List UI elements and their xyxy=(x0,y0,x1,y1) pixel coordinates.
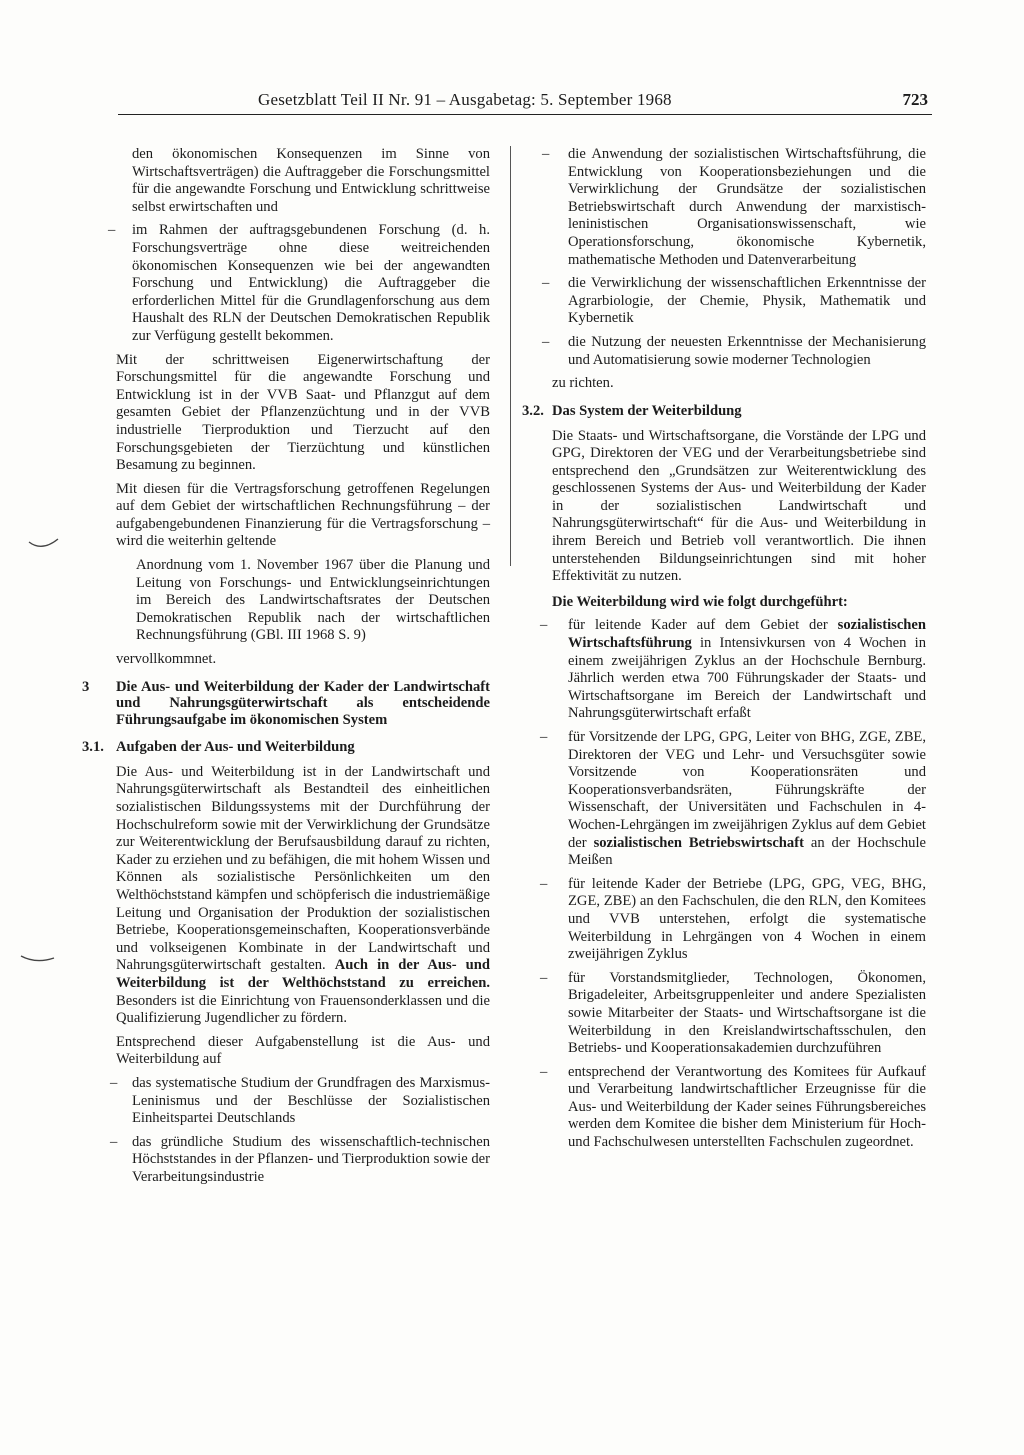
dash-bullet: – xyxy=(540,1063,548,1080)
dash-bullet: – xyxy=(540,969,548,986)
list-item-text: in Intensivkursen von 4 Wochen in einem zweijährigen Zyklus an der Hochschule Bernburg. Jährlich werden etwa 700 Führungskader der Staats- und Wirtschaftsorgane im Bereich der Landwirtschaft und Nahrungsgüterwirtschaft erfaßt xyxy=(568,635,926,722)
dash-bullet: – xyxy=(110,1133,118,1150)
list-item xyxy=(108,222,490,345)
list-item-text: die Nutzung der neuesten Erkenntnisse der Mechanisierung und Automatisierung sowie moderner Technologien xyxy=(568,333,926,368)
list-item-text: das gründliche Studium des wissenschaftlich-technischen Höchststandes in der Pflanzen- und Tierproduktion sowie der Verarbeitungsindustrie xyxy=(132,1133,490,1185)
section-number: 3 xyxy=(82,678,90,695)
paragraph xyxy=(116,764,490,1028)
list-item-text: für leitende Kader der Betriebe (LPG, GPG, VEG, BHG, ZGE, ZBE) an den Fachschulen, die den RLN, den Komitees und VVB unterstehen, erfolgt die systematische Weiterbildung in Lehrgängen von 4 Wochen in einem zweijährigen Zyklus xyxy=(568,875,926,963)
section-title: Aufgaben der Aus- und Weiterbildung xyxy=(116,739,355,756)
paragraph: vervollkommnet. xyxy=(116,651,217,668)
list-item-bold-text: sozialistischen Betriebswirtschaft xyxy=(593,834,804,851)
paragraph: Entsprechend dieser Aufgabenstellung ist die Aus- und Weiterbildung auf xyxy=(116,1033,490,1068)
list-item xyxy=(542,146,926,269)
left-column xyxy=(82,146,490,1192)
list-item-text: für leitende Kader auf dem Gebiet der xyxy=(568,617,828,634)
paragraph: Mit diesen für die Vertragsforschung getroffenen Regelungen auf dem Gebiet der wirtschaftlichen Rechnungsführung – der aufgabengebundenen Finanzierung für die Vertragsforschung – wird die weiterhin geltende xyxy=(116,480,490,550)
list-item-text: für Vorsitzende der LPG, GPG, Leiter von BHG, ZGE, ZBE, Direktoren der VEG und Lehr- und Versuchsgüter sowie Vorsitzende von Kooperationsräten und Kooperationsverbandsräten, Führungskräfte der Wissenschaft, der Universitäten und Fachschulen in 4-Wochen-Lehrgängen im zweijährigen Zyklus auf dem Gebiet der xyxy=(568,729,926,851)
dash-bullet: – xyxy=(110,1074,118,1091)
paragraph: Die Staats- und Wirtschaftsorgane, die Vorstände der LPG und GPG, Direktoren der VEG und der Verarbeitungsbetriebe sind entsprechend den „Grundsätzen zur Weiterentwicklung des geschlossenen Systems der Aus- und Weiterbildung der Kader in der sozialistischen Landwirtschaft und Nahrungsgüterwirtschaft“ für die Aus- und Weiterbildung in ihrem Bereich und Betrieb voll verantwortlich. Die ihnen unterstehenden Bildungseinrichtungen sind mit hoher Effektivität zu nutzen. xyxy=(552,427,926,585)
section-number: 3.2. xyxy=(522,402,544,419)
list-item-text: das systematische Studium der Grundfragen des Marxismus-Leninismus und der Beschlüsse der Sozialistischen Einheitspartei Deutschlands xyxy=(132,1074,490,1127)
right-column xyxy=(522,146,927,1158)
list-item xyxy=(542,333,926,369)
list-item xyxy=(110,1074,490,1128)
list-item xyxy=(540,729,926,870)
dash-bullet: – xyxy=(540,617,548,634)
section-heading xyxy=(82,678,490,729)
bold-intro: Die Weiterbildung wird wie folgt durchgeführt: xyxy=(552,593,848,610)
page-header xyxy=(118,84,932,115)
list-item xyxy=(540,969,926,1058)
section-heading xyxy=(82,739,490,756)
list-item-text: im Rahmen der auftragsgebundenen Forschung (d. h. Forschungsverträge ohne diese weitreichenden ökonomischen Konsequenzen wie bei der angewandten Forschung und Entwicklung) die Auftraggeber die erforderlichen Mittel für die Grundlagenforschung aus dem Haushalt des RLN der Deutschen Demokratischen Republik zur Verfügung gestellt bekommen. xyxy=(132,222,490,344)
paragraph-text: Die Aus- und Weiterbildung ist in der Landwirtschaft und Nahrungsgüterwirtschaft als Bestandteil des einheitlichen sozialistischen Bildungssystems mit der Durchführung der Hochschulreform sowie mit der Verwirklichung der Grundsätze zur Weiterentwicklung der Berufsausbildung darauf zu richten, Kader zu erziehen und zu befähigen, die mit hohem Wissen und Können als sozialistische Persönlichkeiten um den Welthöchststand kämpfen und schöpferisch die industriemäßige Leitung und Organisation der Produktion der sozialistischen Betriebe, Kooperationsgemeinschaften, Kooperationsverbände und volkseigenen Kombinate in der Landwirtschaft und Nahrungsgüterwirtschaft gestalten. xyxy=(116,763,490,974)
page-number: 723 xyxy=(902,90,928,109)
margin-mark-1 xyxy=(26,536,62,556)
section-number: 3.1. xyxy=(82,739,104,756)
list-item xyxy=(110,1133,490,1187)
paragraph-text: Besonders ist die Einrichtung von Frauensonderklassen und die Qualifizierung Jugendlicher zu fördern. xyxy=(116,992,490,1027)
column-divider xyxy=(510,146,511,566)
list-item-text: die Verwirklichung der wissenschaftlichen Erkenntnisse der Agrarbiologie, der Chemie, Physik, Mathematik und Kybernetik xyxy=(568,275,926,327)
list-item-text: die Anwendung der sozialistischen Wirtschaftsführung, die Entwicklung von Kooperationsbeziehungen und die Verwirklichung der Grundsätze der sozialistischen Betriebswirtschaft durch Anwendung der marxistisch-leninistischen Organisationswissenschaft, wie Operationsforschung, ökonomische Kybernetik, mathematische Methoden und Datenverarbeitung xyxy=(568,146,926,268)
dash-bullet: – xyxy=(542,146,550,162)
gazette-title: Gesetzblatt Teil II Nr. 91 – Ausgabetag: 5. September 1968 xyxy=(258,90,672,109)
list-item-text: für Vorstandsmitglieder, Technologen, Ökonomen, Brigadeleiter, Arbeitsgruppenleiter und andere Spezialisten sowie Mitarbeiter der Staats- und Wirtschaftsorgane ist die Weiterbildung in den Kreislandwirtschaftsschulen, den Betriebs- und Kooperationsakademien durchzuführen xyxy=(568,969,926,1057)
paragraph: zu richten. xyxy=(552,375,614,392)
list-item-text: entsprechend der Verantwortung des Komitees für Aufkauf und Verarbeitung landwirtschaftlicher Erzeugnisse für die Aus- und Weiterbildung der Kader seines Führungsbereiches werden dem Komitee die bisher dem Ministerium für Hoch- und Fachschulwesen unterstellten Fachschulen zugeordnet. xyxy=(568,1063,926,1151)
list-item xyxy=(540,1063,926,1152)
dash-bullet: – xyxy=(540,875,548,892)
paragraph: Mit der schrittweisen Eigenerwirtschaftung der Forschungsmittel für die angewandte Forschung und Entwicklung ist in der VVB Saat- und Pflanzgut auf dem gesamten Gebiet der Pflanzenzüchtung und in der VVB industrielle Tierproduktion und Tierzucht auf den Forschungsgebieten der Tierzüchtung und künstlichen Besamung zu beginnen. xyxy=(116,351,490,474)
dash-bullet: – xyxy=(108,222,116,239)
dash-bullet: – xyxy=(542,333,550,350)
list-item xyxy=(542,275,926,328)
section-heading xyxy=(522,402,926,420)
section-title: Das System der Weiterbildung xyxy=(552,402,742,419)
section-title: Die Aus- und Weiterbildung der Kader der Landwirtschaft und Nahrungsgüterwirtschaft als entscheidende Führungsaufgabe im ökonomischen System xyxy=(116,678,490,729)
paragraph-bold-text: Auch in der Aus- und Weiterbildung ist der Welthöchststand zu erreichen. xyxy=(116,957,490,991)
list-item xyxy=(540,875,926,964)
ordinance-reference: Anordnung vom 1. November 1967 über die Planung und Leitung von Forschungs- und Entwicklungseinrichtungen im Bereich des Landwirtschaftsrates der Deutschen Demokratischen Republik nach der wirtschaftlichen Rechnungsführung (GBl. III 1968 S. 9) xyxy=(136,557,490,644)
list-item-bold-text: sozialistischen Wirtschaftsführung xyxy=(568,617,927,652)
list-item xyxy=(540,617,927,723)
margin-mark-2 xyxy=(18,950,58,970)
dash-bullet: – xyxy=(542,275,550,292)
list-item-text: an der Hochschule Meißen xyxy=(568,834,926,869)
dash-bullet: – xyxy=(540,729,548,746)
paragraph: den ökonomischen Konsequenzen im Sinne von Wirtschaftsverträgen) die Auftraggeber die Forschungsmittel für die angewandte Forschung und Entwicklung schrittweise selbst erwirtschaften und xyxy=(132,146,490,215)
